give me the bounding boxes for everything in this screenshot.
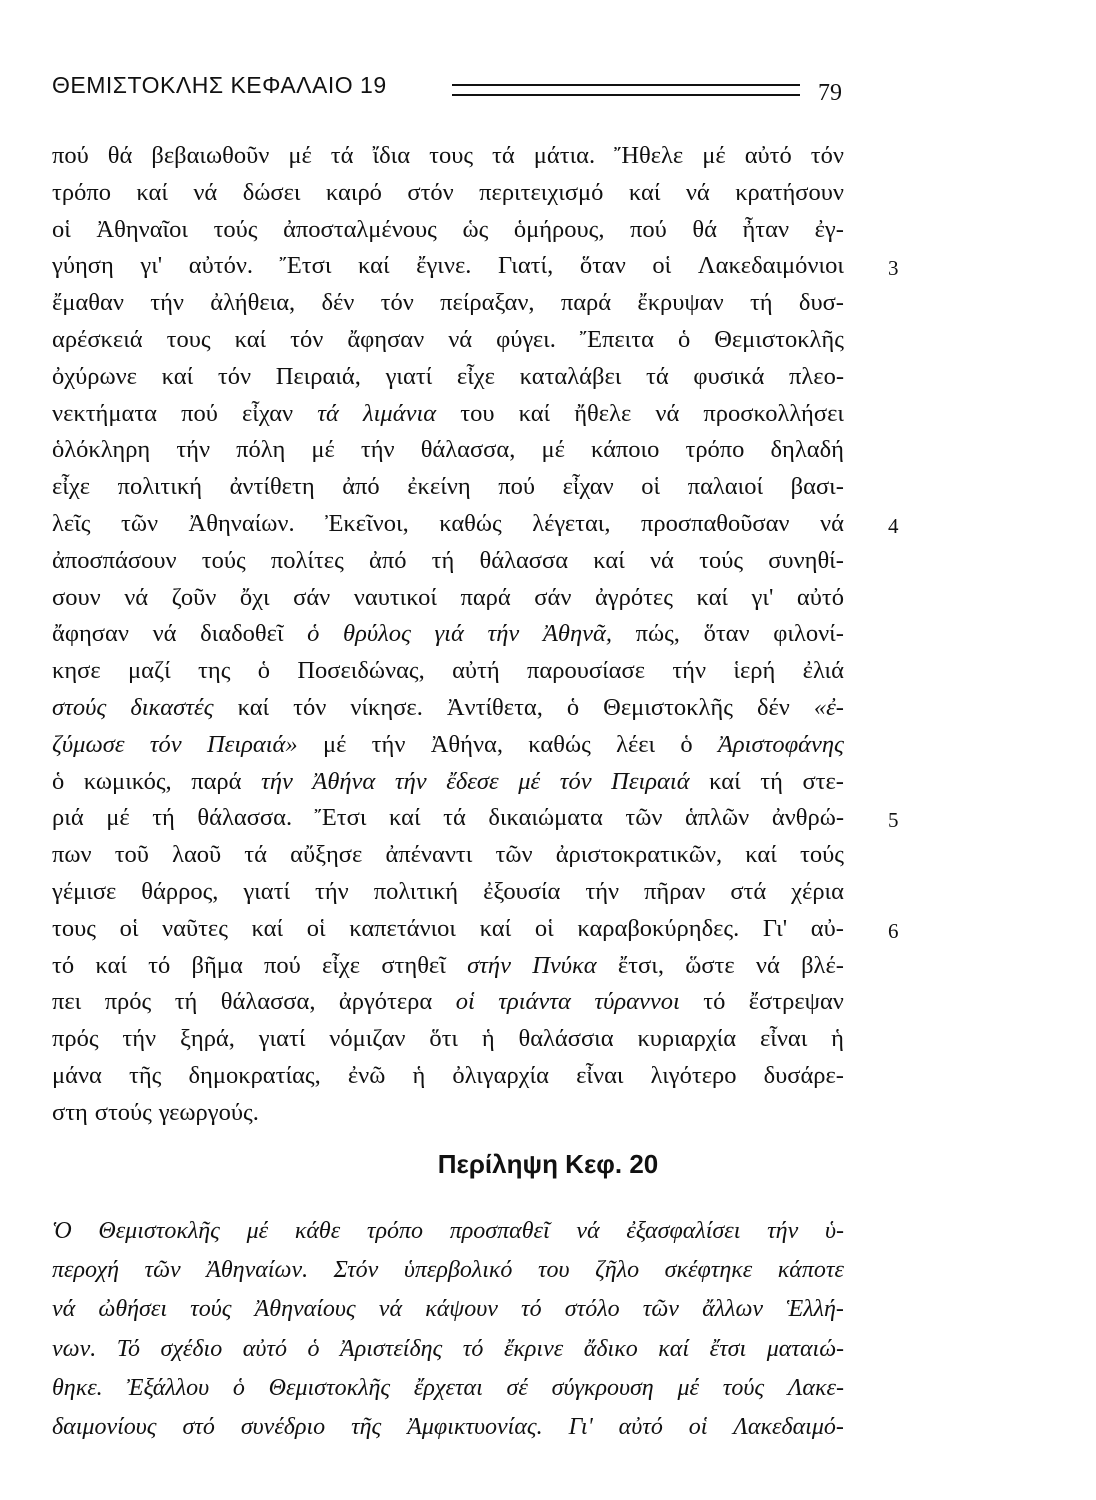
margin-paragraph-number: 4 bbox=[888, 514, 899, 538]
summary-line: Ὁ Θεμιστοκλῆς μέ κάθε τρόπο προσπαθεῖ νά ἐξασφαλίσει τήν ὑ- bbox=[52, 1218, 844, 1244]
margin-paragraph-number: 3 bbox=[888, 256, 899, 281]
body-line: ἔμαθαν τήν ἀλήθεια, δέν τόν πείραξαν, παρά ἔκρυψαν τή δυσ- bbox=[52, 289, 844, 317]
body-line: πρός τήν ξηρά, γιατί νόμιζαν ὅτι ἡ θαλάσσια κυριαρχία εἶναι ἡ bbox=[52, 1025, 844, 1053]
body-line: γέμισε θάρρος, γιατί τήν πολιτική ἐξουσία τήν πῆραν στά χέρια bbox=[52, 877, 844, 905]
margin-paragraph-number: 5 bbox=[888, 808, 899, 833]
summary-line: περοχή τῶν Ἀθηναίων. Στόν ὑπερβολικό του ζῆλο σκέφτηκε κάποτε bbox=[52, 1257, 844, 1284]
body-line: πων τοῦ λαοῦ τά αὔξησε ἀπέναντι τῶν ἀριστοκρατικῶν, καί τούς bbox=[52, 841, 844, 869]
summary-line: δαιμονίους στό συνέδριο τῆς Ἀμφικτυονίας. Γι' αὐτό οἱ Λακεδαιμό- bbox=[52, 1413, 844, 1440]
body-line: πει πρός τή θάλασσα, ἀργότερα οἱ τριάντα τύραννοι τό ἔστρεψαν bbox=[52, 988, 844, 1016]
body-line: ριά μέ τή θάλασσα. Ἔτσι καί τά δικαιώματα τῶν ἁπλῶν ἀνθρώ- bbox=[52, 804, 844, 832]
running-head-title: ΘΕΜΙΣΤΟΚΛΗΣ ΚΕΦΑΛΑΙΟ 19 bbox=[52, 72, 387, 98]
body-line: ὀχύρωνε καί τόν Πειραιά, γιατί εἶχε καταλάβει τά φυσικά πλεο- bbox=[52, 362, 844, 390]
body-line: στη στούς γεωργούς. bbox=[52, 1098, 259, 1126]
header-rule bbox=[452, 84, 800, 96]
body-line: μάνα τῆς δημοκρατίας, ἐνῶ ἡ ὀλιγαρχία εἶναι λιγότερο δυσάρε- bbox=[52, 1061, 844, 1089]
section-heading: Περίληψη Κεφ. 20 bbox=[437, 1149, 659, 1179]
body-line: πού θά βεβαιωθοῦν μέ τά ἴδια τους τά μάτια. Ἤθελε μέ αὐτό τόν bbox=[52, 142, 844, 169]
body-line: τό καί τό βῆμα πού εἶχε στηθεῖ στήν Πνύκα ἔτσι, ὥστε νά βλέ- bbox=[52, 951, 844, 979]
chapter-summary bbox=[52, 1212, 844, 1447]
chapter-body-text bbox=[52, 138, 844, 1132]
body-line: τους οἱ ναῦτες καί οἱ καπετάνιοι καί οἱ καραβοκύρηδες. Γι' αὐ- bbox=[52, 914, 844, 942]
body-line: σουν νά ζοῦν ὄχι σάν ναυτικοί παρά σάν ἀγρότες καί γι' αὐτό bbox=[52, 583, 844, 611]
body-line: νεκτήματα πού εἶχαν τά λιμάνια του καί ἤθελε νά προσκολλήσει bbox=[52, 399, 844, 427]
body-line: στούς δικαστές καί τόν νίκησε. Ἀντίθετα, ὁ Θεμιστοκλῆς δέν «ἐ- bbox=[52, 693, 844, 721]
body-line: ζύμωσε τόν Πειραιά» μέ τήν Ἀθήνα, καθώς λέει ὁ Ἀριστοφάνης bbox=[52, 730, 844, 758]
body-line: ἄφησαν νά διαδοθεῖ ὁ θρύλος γιά τήν Ἀθηνᾶ, πώς, ὅταν φιλονί- bbox=[52, 620, 844, 648]
body-line: ὁ κωμικός, παρά τήν Ἀθήνα τήν ἔδεσε μέ τόν Πειραιά καί τή στε- bbox=[52, 767, 844, 795]
body-line: γύηση γι' αὐτόν. Ἔτσι καί ἔγινε. Γιατί, ὅταν οἱ Λακεδαιμόνιοι bbox=[52, 252, 844, 280]
body-line: κησε μαζί της ὁ Ποσειδώνας, αὐτή παρουσίασε τήν ἱερή ἐλιά bbox=[52, 657, 844, 685]
page-number: 79 bbox=[818, 80, 842, 106]
body-line: αρέσκειά τους καί τόν ἄφησαν νά φύγει. Ἔπειτα ὁ Θεμιστοκλῆς bbox=[52, 325, 844, 353]
body-line: λεῖς τῶν Ἀθηναίων. Ἐκεῖνοι, καθώς λέγεται, προσπαθοῦσαν νά bbox=[52, 509, 844, 537]
body-line: ἀποσπάσουν τούς πολίτες ἀπό τή θάλασσα καί νά τούς συνηθί- bbox=[52, 546, 844, 574]
summary-line: νων. Τό σχέδιο αὐτό ὁ Ἀριστείδης τό ἔκρινε ἄδικο καί ἔτσι ματαιώ- bbox=[52, 1335, 844, 1362]
body-line: εἶχε πολιτική ἀντίθετη ἀπό ἐκείνη πού εἶχαν οἱ παλαιοί βασι- bbox=[52, 473, 844, 501]
margin-paragraph-number: 6 bbox=[888, 918, 899, 943]
running-header bbox=[52, 58, 842, 106]
body-line: τρόπο καί νά δώσει καιρό στόν περιτειχισμό καί νά κρατήσουν bbox=[52, 178, 844, 206]
body-line: οἱ Ἀθηναῖοι τούς ἀποσταλμένους ὡς ὁμήρους, πού θά ἦταν ἐγ- bbox=[52, 215, 844, 243]
summary-line: θηκε. Ἐξάλλου ὁ Θεμιστοκλῆς ἔρχεται σέ σύγκρουση μέ τούς Λακε- bbox=[52, 1374, 844, 1401]
summary-line: νά ὠθήσει τούς Ἀθηναίους νά κάψουν τό στόλο τῶν ἄλλων Ἑλλή- bbox=[52, 1296, 844, 1323]
body-line: ὁλόκληρη τήν πόλη μέ τήν θάλασσα, μέ κάποιο τρόπο δηλαδή bbox=[52, 436, 844, 464]
